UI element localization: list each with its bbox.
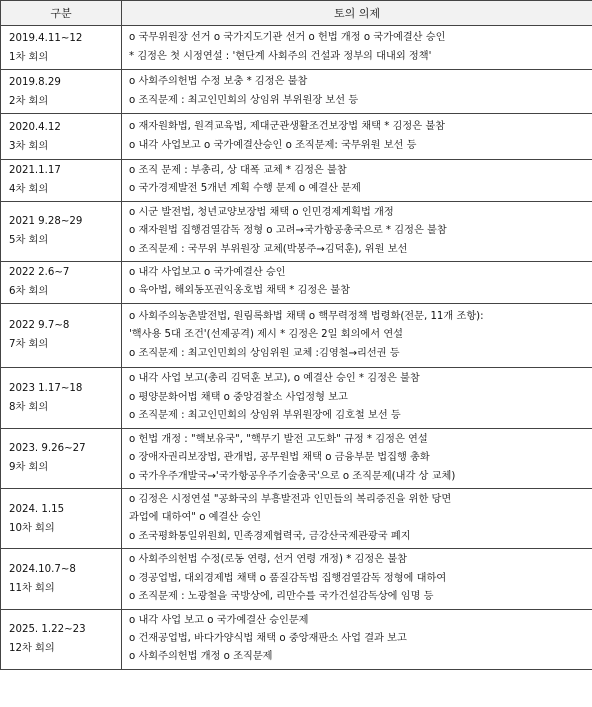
session-date: 2021 9.28~29 (9, 216, 83, 228)
agenda-cell (122, 160, 592, 202)
agenda-line: * 김정은 첫 시정연설 : '현단계 사회주의 건설과 정부의 대내외 정책' (129, 50, 432, 62)
table-row (1, 160, 592, 202)
agenda-line: o 육아법, 해외동포권익옹호법 채택 * 김정은 불참 (129, 285, 350, 297)
table-row (1, 70, 592, 114)
agenda-line: o 조국평화통일위원회, 민족경제협력국, 금강산국제관광국 폐지 (129, 530, 411, 542)
agenda-line: o 국가우주개발국→'국가항공우주기술총국'으로 o 조직문제(내각 상 교체) (129, 470, 456, 482)
agenda-line: '핵사용 5대 조건'(선제공격) 제시 * 김정은 2일 회의에서 연설 (129, 329, 404, 341)
session-cell (1, 489, 122, 549)
session-number: 9차 회의 (9, 462, 49, 474)
agenda-cell (122, 367, 592, 428)
agenda-cell (122, 26, 592, 70)
agenda-line: o 내각 사업보고 o 국가예결산 승인 (129, 267, 286, 279)
agenda-line: o 경공업법, 대외경제법 채택 o 품질감독법 집행검열감독 정형에 대하여 (129, 572, 447, 584)
agenda-line: o 조직 문제 : 부총리, 상 대폭 교체 * 김정은 불참 (129, 165, 347, 176)
session-date: 2025. 1.22~23 (9, 624, 86, 636)
agenda-line: o 조직문제 : 노광철을 국방상에, 리만수를 국가건설감독상에 임명 등 (129, 591, 434, 603)
agenda-line: o 내각 사업 보고 o 국가예결산 승인문제 (129, 614, 309, 626)
agenda-line: o 조직문제 : 국무위 부위원장 교체(박봉주→김덕훈), 위원 보선 (129, 243, 408, 255)
agenda-cell (122, 428, 592, 488)
session-cell (1, 549, 122, 609)
agenda-cell (122, 609, 592, 669)
agenda-line: o 조직문제 : 최고인민회의 상임위원 교체 :김영철→리선권 등 (129, 347, 400, 359)
session-number: 11차 회의 (9, 582, 55, 594)
session-date: 2023 1.17~18 (9, 382, 83, 394)
table-row (1, 549, 592, 609)
session-number: 8차 회의 (9, 401, 49, 413)
agenda-cell (122, 262, 592, 304)
session-date: 2019.8.29 (9, 76, 61, 88)
agenda-line: 과업에 대하여" o 예결산 승인 (129, 512, 262, 524)
header-category: 구분 (1, 1, 122, 26)
agenda-line: o 건재공업법, 바다가양식법 채택 o 중앙재판소 사업 결과 보고 (129, 632, 407, 644)
session-number: 10차 회의 (9, 522, 55, 534)
session-cell (1, 303, 122, 367)
session-cell (1, 428, 122, 488)
session-cell (1, 367, 122, 428)
agenda-line: o 내각 사업 보고(총리 김덕훈 보고), o 예결산 승인 * 김정은 불참 (129, 373, 420, 385)
session-number: 2차 회의 (9, 95, 49, 107)
agenda-cell (122, 489, 592, 549)
session-cell (1, 26, 122, 70)
table-row (1, 262, 592, 304)
session-date: 2024.10.7~8 (9, 563, 76, 575)
agenda-line: o 내각 사업보고 o 국가예결산승인 o 조직문제: 국무위원 보선 등 (129, 139, 417, 151)
agenda-line: o 국가경제발전 5개년 계획 수행 문제 o 예결산 문제 (129, 183, 361, 195)
agenda-cell (122, 549, 592, 609)
session-cell (1, 114, 122, 160)
agenda-line: o 재자원화법, 원격교육법, 제대군관생활조건보장법 채택 * 김정은 불참 (129, 121, 446, 133)
agenda-line: o 장애자권리보장법, 관개법, 공무원법 채택 o 금융부문 법집행 총화 (129, 452, 430, 464)
session-date: 2022 9.7~8 (9, 320, 70, 332)
agenda-line: o 사회주의헌법 개정 o 조직문제 (129, 651, 273, 663)
agenda-line: o 재자원법 집행검열감독 정형 o 고려→국가항공총국으로 * 김정은 불참 (129, 225, 447, 237)
table-row (1, 201, 592, 261)
agenda-line: o 사회주의농촌발전법, 원림록화법 채택 o 핵무력정책 법령화(전문, 11개 조항): (129, 310, 484, 322)
session-date: 2023. 9.26~27 (9, 443, 86, 455)
table-row (1, 367, 592, 428)
agenda-line: o 조직문제 : 최고인민회의 상임위 부위원장에 김호철 보선 등 (129, 410, 401, 422)
table-row (1, 609, 592, 669)
session-date: 2020.4.12 (9, 121, 61, 133)
session-number: 4차 회의 (9, 184, 49, 196)
session-cell (1, 70, 122, 114)
session-date: 2021.1.17 (9, 165, 61, 177)
agenda-cell (122, 303, 592, 367)
agenda-line: o 사회주의헌법 수정 보충 * 김정은 불참 (129, 76, 308, 88)
agenda-line: o 김정은 시정연설 "공화국의 부흥발전과 인민들의 복리증진을 위한 당면 (129, 494, 452, 506)
table-row (1, 428, 592, 488)
header-row (1, 1, 592, 26)
table-row (1, 303, 592, 367)
header-agenda: 토의 의제 (122, 1, 592, 26)
session-date: 2022 2.6~7 (9, 267, 70, 279)
session-number: 6차 회의 (9, 286, 49, 298)
agenda-line: o 평양문화어법 채택 o 중앙검찰소 사업정형 보고 (129, 391, 348, 403)
session-number: 5차 회의 (9, 235, 49, 247)
agenda-line: o 시군 발전법, 청년교양보장법 채택 o 인민경제계획법 개정 (129, 206, 394, 218)
session-number: 1차 회의 (9, 51, 49, 63)
session-cell (1, 201, 122, 261)
session-cell (1, 609, 122, 669)
session-number: 3차 회의 (9, 140, 49, 152)
agenda-line: o 국무위원장 선거 o 국가지도기관 선거 o 헌법 개정 o 국가예결산 승인 (129, 32, 446, 44)
session-date: 2019.4.11~12 (9, 32, 83, 44)
agenda-cell (122, 114, 592, 160)
session-date: 2024. 1.15 (9, 503, 65, 515)
table-row (1, 26, 592, 70)
table-row (1, 114, 592, 160)
agenda-line: o 조직문제 : 최고인민회의 상임위 부위원장 보선 등 (129, 94, 359, 106)
agenda-line: o 헌법 개정 : "핵보유국", "핵무기 발전 고도화" 규정 * 김정은 연설 (129, 433, 428, 445)
session-number: 7차 회의 (9, 339, 49, 351)
agenda-cell (122, 70, 592, 114)
agenda-line: o 사회주의헌법 수정(로동 연령, 선거 연령 개정) * 김정은 불참 (129, 554, 408, 566)
session-cell (1, 160, 122, 202)
session-number: 12차 회의 (9, 643, 55, 655)
table-row (1, 489, 592, 549)
session-cell (1, 262, 122, 304)
agenda-cell (122, 201, 592, 261)
